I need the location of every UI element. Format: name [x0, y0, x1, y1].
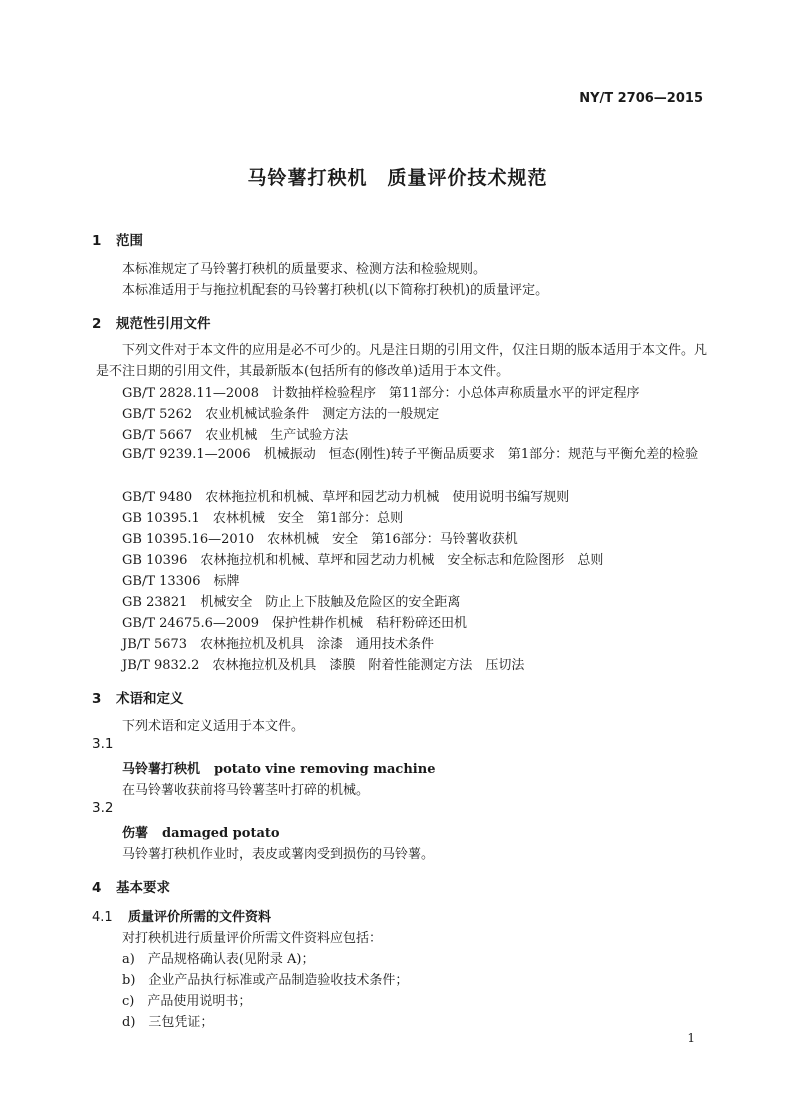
reference-item: GB/T 24675.6—2009 保护性耕作机械 秸秆粉碎还田机: [122, 616, 467, 631]
subsection-title: 质量评价所需的文件资料: [128, 910, 272, 925]
section-title: 术语和定义: [116, 691, 184, 707]
section-1-heading: [92, 229, 143, 249]
term-chinese: 马铃薯打秧机: [122, 762, 201, 777]
section-4-heading: [92, 876, 170, 896]
reference-item: JB/T 9832.2 农林拖拉机及机具 漆膜 附着性能测定方法 压切法: [122, 658, 525, 673]
reference-item: JB/T 5673 农林拖拉机及机具 涂漆 通用技术条件: [122, 637, 435, 652]
list-item: a) 产品规格确认表(见附录 A)；: [122, 952, 315, 967]
reference-item: GB 10395.16—2010 农林机械 安全 第16部分：马铃薯收获机: [122, 532, 518, 547]
reference-item: GB/T 5262 农业机械试验条件 测定方法的一般规定: [122, 407, 440, 422]
standard-number: NY/T 2706—2015: [579, 91, 703, 106]
term-definition: 在马铃薯收获前将马铃薯茎叶打碎的机械。: [122, 783, 370, 798]
documents-intro: 对打秧机进行质量评价所需文件资料应包括：: [122, 931, 383, 946]
section-number: 1: [92, 233, 102, 249]
page-number: 1: [687, 1031, 695, 1045]
section-number: 2: [92, 316, 102, 332]
section-title: 基本要求: [116, 880, 170, 896]
term-number: 3.1: [92, 736, 114, 752]
reference-item: GB/T 5667 农业机械 生产试验方法: [122, 428, 349, 443]
list-item: d) 三包凭证；: [122, 1015, 214, 1030]
term-english: potato vine removing machine: [214, 762, 436, 777]
document-title: 马铃薯打秧机 质量评价技术规范: [247, 167, 548, 189]
section-2-heading: [92, 312, 211, 332]
reference-item: GB/T 2828.11—2008 计数抽样检验程序 第11部分：小总体声称质量水平的评定程序: [122, 386, 640, 401]
term-number: 3.2: [92, 800, 114, 816]
section-number: 3: [92, 691, 102, 707]
terms-intro: 下列术语和定义适用于本文件。: [122, 719, 305, 734]
section-number: 4: [92, 880, 102, 896]
term-definition: 马铃薯打秧机作业时，表皮或薯肉受到损伤的马铃薯。: [122, 847, 435, 862]
term-entry: [122, 822, 280, 841]
section-title: 规范性引用文件: [116, 316, 211, 332]
reference-item: GB 23821 机械安全 防止上下肢触及危险区的安全距离: [122, 595, 461, 610]
term-entry: [122, 758, 435, 777]
reference-item: GB/T 9480 农林拖拉机和机械、草坪和园艺动力机械 使用说明书编写规则: [122, 490, 570, 505]
term-english: damaged potato: [162, 826, 280, 841]
reference-item: GB 10396 农林拖拉机和机械、草坪和园艺动力机械 安全标志和危险图形 总则: [122, 553, 604, 568]
subsection-4-1-heading: [92, 906, 271, 925]
section-title: 范围: [116, 233, 143, 249]
scope-paragraph-1: 本标准规定了马铃薯打秧机的质量要求、检测方法和检验规则。: [122, 262, 487, 277]
list-item: c) 产品使用说明书；: [122, 994, 252, 1009]
reference-item: GB 10395.1 农林机械 安全 第1部分：总则: [122, 511, 404, 526]
list-item: b) 企业产品执行标准或产品制造验收技术条件；: [122, 973, 409, 988]
references-intro: 下列文件对于本文件的应用是必不可少的。凡是注日期的引用文件，仅注日期的版本适用于本文件。凡是不注日期的引用文件，其最新版本(包括所有的修改单)适用于本文件。: [96, 343, 708, 379]
term-chinese: 伤薯: [122, 826, 149, 841]
reference-item: GB/T 9239.1—2006 机械振动 恒态(刚性)转子平衡品质要求 第1部分：规范与平衡允差的检验: [122, 447, 699, 462]
scope-paragraph-2: 本标准适用于与拖拉机配套的马铃薯打秧机(以下简称打秧机)的质量评定。: [122, 283, 549, 298]
subsection-number: 4.1: [92, 910, 113, 925]
reference-item: GB/T 13306 标牌: [122, 574, 240, 589]
section-3-heading: [92, 687, 184, 707]
